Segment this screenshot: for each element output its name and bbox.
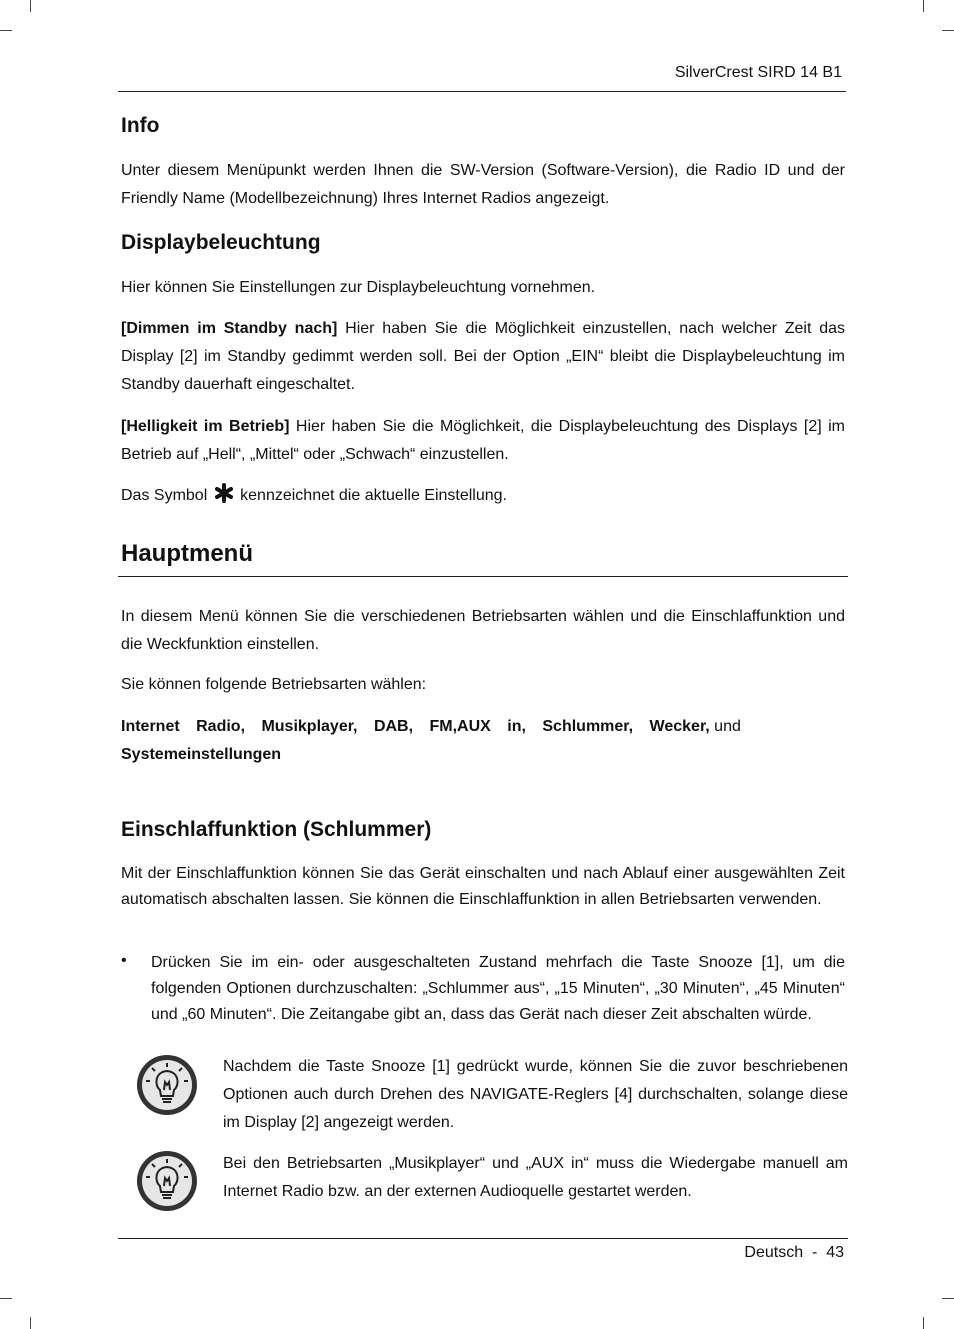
sleep-intro: Mit der Einschlaffunktion können Sie das Gerät einschalten und nach Ablauf einer ausgewählten Zeit automatisch abschalten lassen. Sie können die Einschlaffunktion in allen Betriebsarten verwenden. — [121, 865, 845, 908]
footer-rule — [118, 1238, 848, 1239]
crop-mark — [30, 0, 31, 12]
sleep-bullet-text: Drücken Sie im ein- oder ausgeschalteten Zustand mehrfach die Taste Snooze [1], um die folgenden Optionen durchzuschalten: „Schlummer aus“, „15 Minuten“, „30 Minuten“, „45 Minuten“ und „60 Minuten“. Die Zeitangabe gibt an, dass das Gerät nach dieser Zeit abschalten würde. — [151, 954, 845, 1023]
symbol-text-after: kennzeichnet die aktuelle Einstellung. — [240, 487, 507, 504]
crop-mark — [923, 1317, 924, 1329]
crop-mark — [30, 1317, 31, 1329]
symbol-paragraph — [121, 482, 845, 510]
dim-standby-paragraph — [121, 315, 845, 399]
main-menu-intro: In diesem Menü können Sie die verschiedenen Betriebsarten wählen und die Einschlaffunktion und die Weckfunktion einstellen. — [121, 608, 845, 653]
display-heading: Displaybeleuchtung — [121, 231, 321, 254]
page-header-title: SilverCrest SIRD 14 B1 — [674, 64, 842, 81]
page-footer: Deutsch - 43 — [744, 1244, 844, 1261]
asterisk-icon — [214, 483, 234, 503]
brightness-paragraph — [121, 413, 845, 469]
brightness-text: Hier haben Sie die Möglichkeit, die Displaybeleuchtung des Displays [2] im Betrieb auf „Hell“, „Mittel“ oder „Schwach“ einzustellen. — [121, 418, 845, 463]
crop-mark — [942, 30, 954, 31]
crop-mark — [0, 30, 12, 31]
main-menu-rule — [118, 576, 848, 577]
display-intro: Hier können Sie Einstellungen zur Displaybeleuchtung vornehmen. — [121, 279, 596, 296]
modes-last: Systemeinstellungen — [121, 746, 282, 763]
dim-standby-text: Hier haben Sie die Möglichkeit einzustellen, nach welcher Zeit das Display [2] im Standby gedimmt werden soll. Bei der Option „EIN“ bleibt die Displaybeleuchtung im Standby dauerhaft eingeschaltet. — [121, 320, 846, 393]
modes-list: Internet Radio, Musikplayer, DAB, FM,AUX in, Schlummer, Wecker, — [121, 718, 710, 735]
brightness-label: [Helligkeit im Betrieb] — [121, 418, 290, 435]
main-menu-choose: Sie können folgende Betriebsarten wählen: — [121, 676, 427, 693]
header-rule — [118, 91, 846, 92]
modes-and: und — [709, 718, 741, 735]
bullet-icon: • — [121, 952, 127, 969]
note-text-2: Bei den Betriebsarten „Musikplayer“ und „AUX in“ muss die Wiedergabe manuell am Internet Radio bzw. an der externen Audioquelle gestartet werden. — [223, 1155, 848, 1200]
dim-standby-label: [Dimmen im Standby nach] — [121, 320, 338, 337]
lightbulb-hint-icon — [136, 1054, 198, 1116]
main-menu-heading: Hauptmenü — [121, 540, 253, 567]
lightbulb-hint-icon — [136, 1150, 198, 1212]
crop-mark — [942, 1298, 954, 1299]
sleep-heading: Einschlaffunktion (Schlummer) — [121, 818, 432, 841]
crop-mark — [0, 1298, 12, 1299]
crop-mark — [923, 0, 924, 12]
info-heading: Info — [121, 114, 160, 137]
modes-paragraph — [121, 713, 845, 769]
info-text: Unter diesem Menüpunkt werden Ihnen die SW-Version (Software-Version), die Radio ID und der Friendly Name (Modellbezeichnung) Ihres Internet Radios angezeigt. — [121, 162, 845, 207]
note-text-1: Nachdem die Taste Snooze [1] gedrückt wurde, können Sie die zuvor beschriebenen Optionen auch durch Drehen des NAVIGATE-Reglers [4] durchschalten, solange diese im Display [2] angezeigt werden. — [223, 1058, 848, 1131]
symbol-text-before: Das Symbol — [121, 487, 208, 504]
